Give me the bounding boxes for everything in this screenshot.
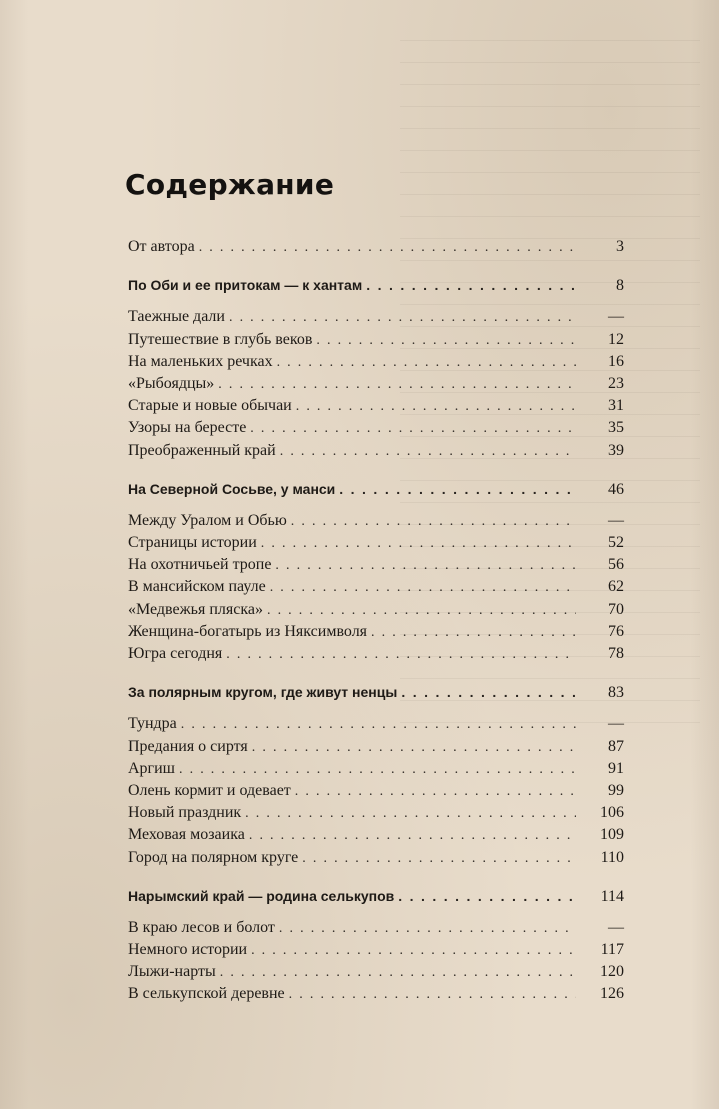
toc-entry (128, 780, 624, 802)
dot-leader (220, 962, 576, 984)
dot-leader (302, 848, 576, 870)
entry-title: Преображенный край (128, 441, 276, 459)
entry-title: Лыжи-нарты (128, 963, 216, 981)
toc-entry (128, 440, 624, 462)
entry-title: На маленьких речках (128, 352, 273, 370)
entry-page: 31 (608, 397, 624, 415)
toc-entry (128, 824, 624, 846)
entry-page: 62 (608, 578, 624, 596)
dot-leader (251, 940, 576, 962)
entry-page: 23 (608, 374, 624, 392)
toc-section (128, 478, 624, 500)
toc-entry (128, 351, 624, 373)
toc-section (128, 885, 624, 907)
entry-page: 3 (616, 238, 624, 255)
entry-page: 99 (608, 781, 624, 799)
toc-entry (128, 576, 624, 598)
entry-page: — (608, 511, 624, 529)
toc-entry (128, 802, 624, 824)
toc-entry (128, 961, 624, 983)
section-title: За полярным кругом, где живут ненцы (128, 684, 398, 701)
dot-leader (279, 918, 576, 940)
section-gap (128, 296, 624, 306)
entry-title: Город на полярном круге (128, 848, 299, 866)
dot-leader (226, 644, 576, 666)
toc-entry (128, 554, 624, 576)
toc-entry (128, 939, 624, 961)
entry-title: Узоры на бересте (128, 419, 247, 437)
section-title: По Оби и ее притокам — к хантам (128, 277, 363, 294)
entry-page: 91 (608, 759, 624, 777)
dot-leader (291, 511, 576, 533)
toc-entry (128, 395, 624, 417)
section-title: На Северной Сосьве, у манси (128, 480, 336, 497)
section-page: 83 (608, 684, 624, 702)
toc-entry (128, 329, 624, 351)
toc-entry (128, 510, 624, 532)
toc-entry (128, 736, 624, 758)
section-gap (128, 869, 624, 885)
section-gap (128, 703, 624, 713)
dot-leader (270, 577, 576, 599)
entry-title: На охотничьей тропе (128, 556, 272, 574)
dot-leader (250, 418, 576, 440)
dot-leader (289, 984, 576, 1006)
dot-leader (245, 803, 576, 825)
entry-page: 35 (608, 419, 624, 437)
toc-entry (128, 599, 624, 621)
entry-title: Страницы истории (128, 534, 257, 552)
section-gap (128, 665, 624, 681)
entry-page: 16 (608, 352, 624, 370)
toc-entry (128, 621, 624, 643)
toc-section (128, 681, 624, 703)
entry-page: 126 (600, 985, 624, 1003)
entry-title: В селькупской деревне (128, 985, 285, 1003)
entry-page: 117 (600, 941, 624, 959)
entry-page: 52 (608, 534, 624, 552)
section-gap (128, 907, 624, 917)
entry-title: Олень кормит и одевает (128, 781, 291, 799)
dot-leader (267, 600, 576, 622)
toc-entry (128, 713, 624, 735)
toc-entry (128, 917, 624, 939)
entry-title: Меховая мозаика (128, 826, 245, 844)
toc-entry (128, 847, 624, 869)
entry-title: Путешествие в глубь веков (128, 330, 313, 348)
section-title: Нарымский край — родина селькупов (128, 887, 395, 904)
entry-page: 70 (608, 600, 624, 618)
entry-page: 78 (608, 645, 624, 662)
entry-title: Югра сегодня (128, 645, 223, 662)
entry-page: 87 (608, 737, 624, 755)
dot-leader (252, 737, 576, 759)
dot-leader (218, 374, 576, 396)
entry-page: 120 (600, 963, 624, 981)
toc-entry (128, 236, 624, 258)
entry-page: 109 (600, 826, 624, 844)
entry-page: — (608, 308, 624, 326)
section-gap (128, 462, 624, 478)
entry-page: 39 (608, 441, 624, 459)
entry-page: 106 (600, 804, 624, 822)
entry-title: «Медвежья пляска» (128, 600, 263, 618)
dot-leader (339, 478, 576, 500)
dot-leader (261, 533, 576, 555)
toc-entry (128, 643, 624, 665)
toc-section (128, 274, 624, 296)
entry-title: Аргиш (128, 759, 175, 777)
toc-entry (128, 373, 624, 395)
entry-page: — (608, 715, 624, 733)
entry-page: 76 (608, 622, 624, 640)
entry-title: Предания о сиртя (128, 737, 248, 755)
contents-page (125, 0, 624, 1109)
section-page: 114 (600, 887, 624, 905)
entry-page: 12 (608, 330, 624, 348)
entry-title: Между Уралом и Обью (128, 511, 287, 529)
dot-leader (179, 759, 576, 781)
toc-entry (128, 417, 624, 439)
entry-title: Тундра (128, 715, 177, 733)
dot-leader (199, 237, 576, 259)
dot-leader (316, 330, 576, 352)
entry-page: 56 (608, 556, 624, 574)
entry-page: — (608, 918, 624, 936)
dot-leader (181, 714, 576, 736)
dot-leader (401, 681, 576, 703)
entry-title: В мансийском пауле (128, 578, 266, 596)
dot-leader (229, 307, 576, 329)
section-page: 46 (608, 480, 624, 498)
toc-list (128, 236, 624, 1006)
dot-leader (398, 885, 576, 907)
entry-title: Немного истории (128, 941, 248, 959)
toc-entry (128, 532, 624, 554)
entry-title: От автора (128, 238, 195, 255)
dot-leader (295, 781, 576, 803)
dot-leader (280, 441, 576, 463)
entry-title: «Рыбоядцы» (128, 374, 215, 392)
toc-entry (128, 758, 624, 780)
page-title: Содержание (125, 168, 335, 201)
dot-leader (275, 555, 576, 577)
section-gap (128, 500, 624, 510)
section-page: 8 (616, 277, 624, 295)
entry-title: Женщина-богатырь из Няксимволя (128, 622, 368, 640)
toc-entry (128, 306, 624, 328)
dot-leader (249, 825, 576, 847)
dot-leader (366, 274, 576, 296)
dot-leader (296, 396, 576, 418)
entry-title: Старые и новые обычаи (128, 397, 292, 415)
entry-title: Новый праздник (128, 804, 242, 822)
section-gap (128, 258, 624, 274)
entry-title: Таежные дали (128, 308, 225, 326)
toc-entry (128, 983, 624, 1005)
dot-leader (277, 352, 576, 374)
entry-title: В краю лесов и болот (128, 918, 275, 936)
entry-page: 110 (600, 848, 624, 866)
dot-leader (371, 622, 576, 644)
